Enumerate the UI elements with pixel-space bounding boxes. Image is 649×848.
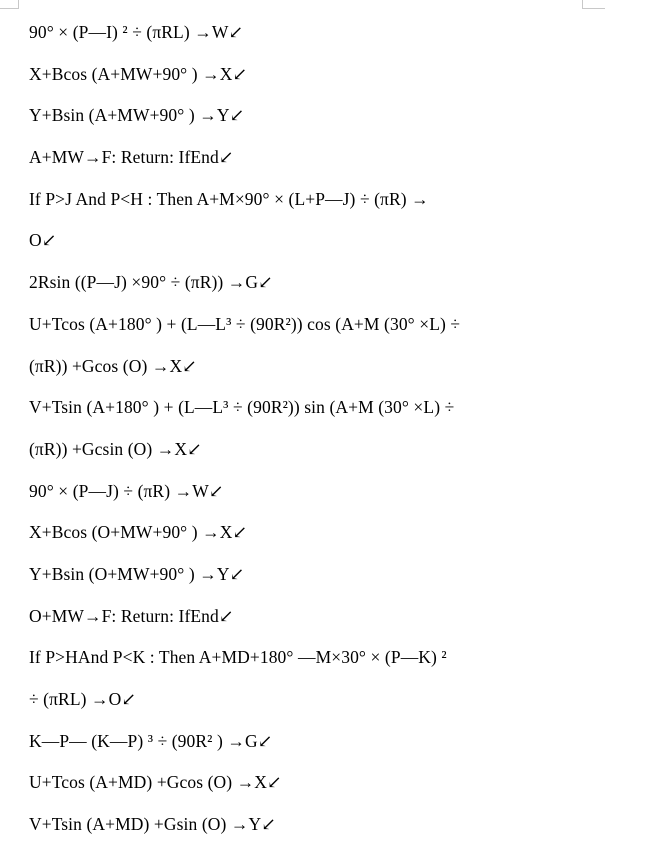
formula-line: V+Tsin (A+180° ) + (L—L³ ÷ (90R²)) sin (A+M (30° ×L) ÷ [29, 397, 455, 418]
formula-line: 2Rsin ((P—J) ×90° ÷ (πR)) →G↙ [29, 272, 273, 293]
formula-line: If P>J And P<H : Then A+M×90° × (L+P—J) ÷ (πR) → [29, 188, 429, 209]
formula-line: 90° × (P—I) ² ÷ (πRL) →W↙ [29, 22, 244, 42]
formula-line: Y+Bsin (O+MW+90° ) →Y↙ [29, 563, 245, 584]
formula-line: ÷ (πRL) →O↙ [29, 689, 137, 709]
formula-line: X+Bcos (A+MW+90° ) →X↙ [29, 63, 248, 84]
formula-line: If P>HAnd P<K : Then A+MD+180° —M×30° × (P—K) ² [29, 647, 447, 668]
formula-line: O+MW→F: Return: IfEnd↙ [29, 605, 234, 626]
page-corner-mark-left [0, 0, 19, 9]
formula-line: U+Tcos (A+MD) +Gcos (O) →X↙ [29, 772, 282, 793]
formula-line: K—P— (K—P) ³ ÷ (90R² ) →G↙ [29, 730, 273, 751]
formula-line: V+Tsin (A+MD) +Gsin (O) →Y↙ [29, 814, 276, 835]
formula-line: (πR)) +Gcsin (O) →X↙ [29, 438, 202, 459]
formula-line: U+Tcos (A+180° ) + (L—L³ ÷ (90R²)) cos (A+M (30° ×L) ÷ [29, 313, 461, 334]
formula-line: X+Bcos (O+MW+90° ) →X↙ [29, 522, 248, 543]
formula-line: 90° × (P—J) ÷ (πR) →W↙ [29, 480, 224, 501]
formula-line: Y+Bsin (A+MW+90° ) →Y↙ [29, 105, 245, 126]
formula-line: O↙ [29, 230, 57, 251]
document-body [29, 12, 619, 846]
formula-line: A+MW→F: Return: IfEnd↙ [29, 147, 234, 168]
page-corner-mark-right [582, 0, 605, 9]
formula-line: (πR)) +Gcos (O) →X↙ [29, 355, 197, 376]
